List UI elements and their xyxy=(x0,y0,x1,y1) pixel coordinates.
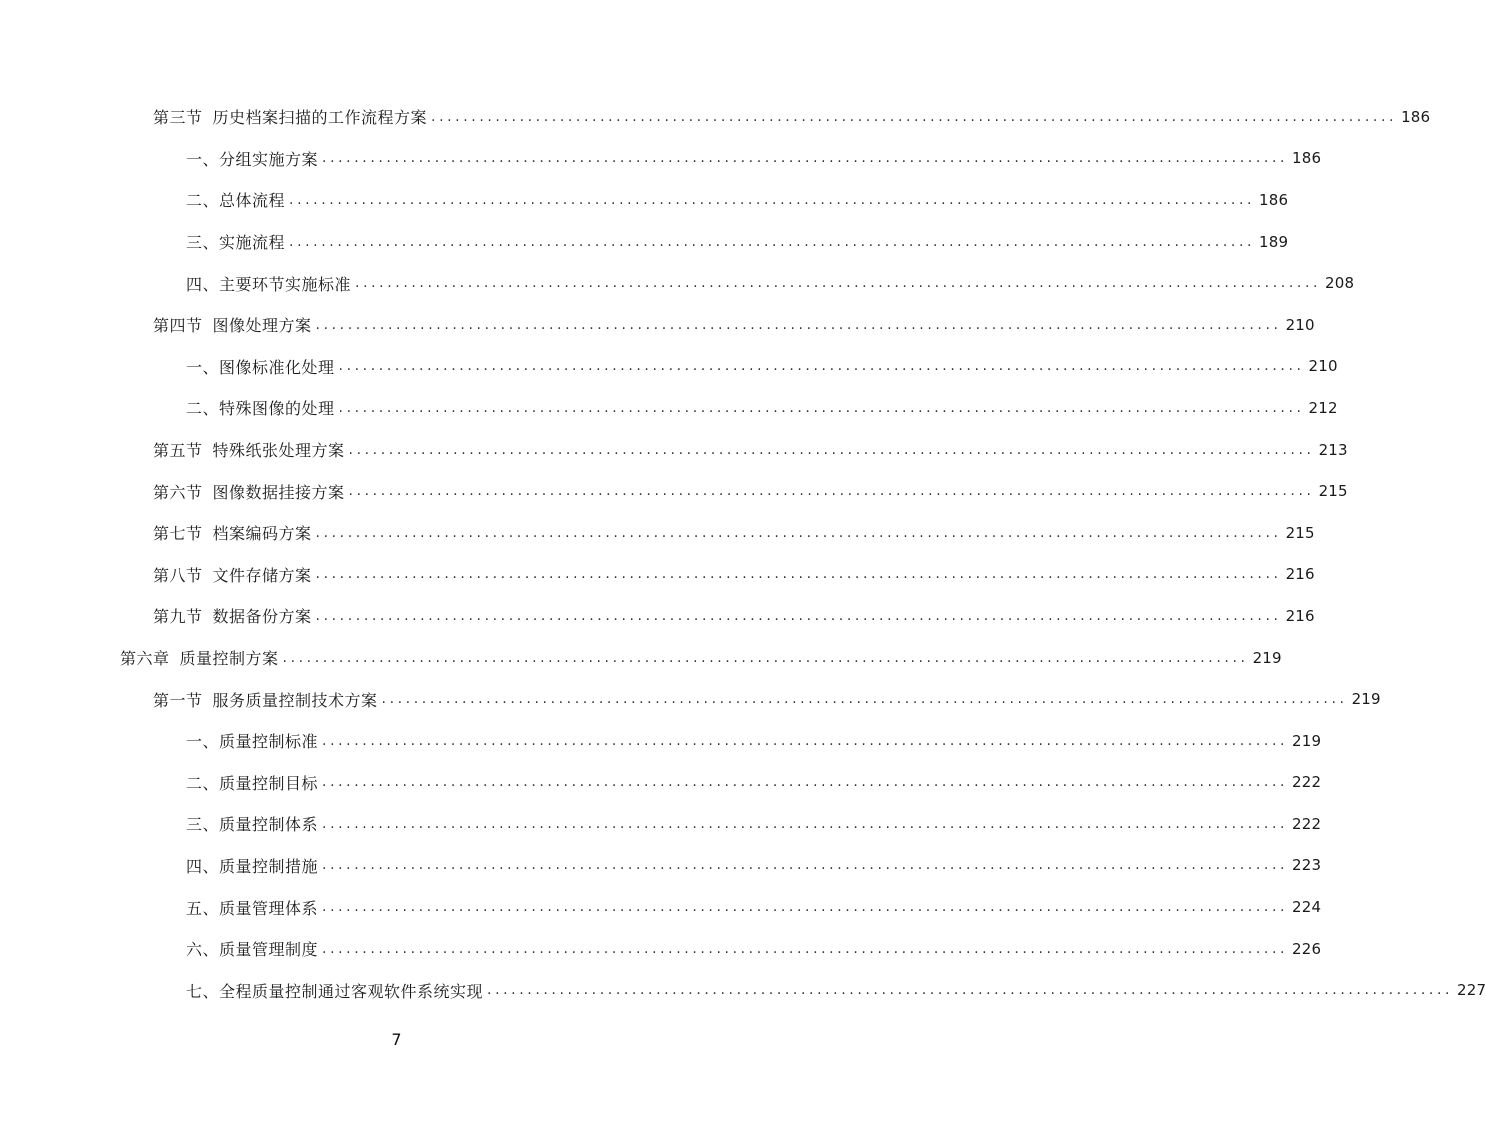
toc-entry[interactable] xyxy=(0,470,1348,512)
toc-entry-title: 二、总体流程 xyxy=(186,191,286,211)
toc-entry-page: 219 xyxy=(1292,731,1322,750)
toc-entry-prefix: 第三节 xyxy=(153,108,203,128)
toc-entry-label xyxy=(186,729,322,752)
dot-leader: ........................................................................................................................ xyxy=(315,524,1282,541)
toc-entry[interactable] xyxy=(0,595,1315,637)
toc-entry-label xyxy=(153,105,431,128)
dot-leader: ........................................................................................................................ xyxy=(322,150,1289,167)
toc-entry-title: 三、质量控制体系 xyxy=(186,815,319,835)
toc-entry[interactable] xyxy=(0,637,1282,679)
dot-leader: ........................................................................................................................ xyxy=(487,982,1454,999)
dot-leader: ........................................................................................................................ xyxy=(338,358,1305,375)
toc-entry-page: 222 xyxy=(1292,814,1322,833)
toc-entry-title: 七、全程质量控制通过客观软件系统实现 xyxy=(186,981,484,1001)
toc-entry-title: 图像处理方案 xyxy=(212,316,312,336)
toc-entry-title: 一、分组实施方案 xyxy=(186,149,319,169)
toc-entry-page: 215 xyxy=(1285,523,1315,542)
toc-entry-page: 224 xyxy=(1292,898,1322,917)
dot-leader: ........................................................................................................................ xyxy=(338,399,1305,416)
toc-entry-title: 文件存储方案 xyxy=(212,565,312,585)
toc-entry-label xyxy=(186,355,339,378)
toc-entry-title: 一、图像标准化处理 xyxy=(186,357,335,377)
toc-entry-label xyxy=(186,771,322,794)
toc-entry-label xyxy=(153,563,316,586)
toc-entry-label xyxy=(153,480,349,503)
toc-entry[interactable] xyxy=(0,262,1355,304)
toc-entry[interactable] xyxy=(0,762,1322,804)
toc-entry[interactable] xyxy=(0,886,1322,928)
dot-leader: ........................................................................................................................ xyxy=(315,316,1282,333)
dot-leader: ........................................................................................................................ xyxy=(289,233,1256,250)
toc-entry-page: 227 xyxy=(1457,981,1486,1000)
dot-leader: ........................................................................................................................ xyxy=(315,607,1282,624)
toc-entry-title: 三、实施流程 xyxy=(186,233,286,253)
toc-entry[interactable] xyxy=(0,346,1338,388)
toc-entry-label xyxy=(186,188,289,211)
toc-entry[interactable] xyxy=(0,429,1348,471)
dot-leader: ........................................................................................................................ xyxy=(282,649,1249,666)
toc-entry-title: 历史档案扫描的工作流程方案 xyxy=(212,108,428,128)
toc-entry-label xyxy=(186,230,289,253)
toc-entry[interactable] xyxy=(0,720,1322,762)
toc-entry-page: 208 xyxy=(1325,274,1355,293)
toc-entry-title: 六、质量管理制度 xyxy=(186,940,319,960)
toc-entry-title: 图像数据挂接方案 xyxy=(212,482,345,502)
toc-entry-title: 二、质量控制目标 xyxy=(186,773,319,793)
toc-entry-title: 四、质量控制措施 xyxy=(186,856,319,876)
toc-entry[interactable] xyxy=(0,221,1289,263)
toc-entry-prefix: 第四节 xyxy=(153,316,203,336)
toc-entry-title: 一、质量控制标准 xyxy=(186,732,319,752)
dot-leader: ........................................................................................................................ xyxy=(289,191,1256,208)
toc-entry-label xyxy=(186,812,322,835)
dot-leader: ........................................................................................................................ xyxy=(322,774,1289,791)
toc-entry-title: 数据备份方案 xyxy=(212,607,312,627)
toc-entry[interactable] xyxy=(0,138,1322,180)
toc-entry-label xyxy=(153,313,316,336)
toc-entry-label xyxy=(186,272,355,295)
toc-entry-label xyxy=(153,688,382,711)
toc-entry[interactable] xyxy=(0,928,1322,970)
dot-leader: ........................................................................................................................ xyxy=(322,940,1289,957)
dot-leader: ........................................................................................................................ xyxy=(355,275,1322,292)
toc-entry-label xyxy=(186,854,322,877)
dot-leader: ........................................................................................................................ xyxy=(348,441,1315,458)
toc-entry-title: 二、特殊图像的处理 xyxy=(186,399,335,419)
dot-leader: ........................................................................................................................ xyxy=(322,732,1289,749)
toc-entry-prefix: 第一节 xyxy=(153,690,203,710)
toc-entry[interactable] xyxy=(0,554,1315,596)
toc-entry-page: 186 xyxy=(1401,107,1431,126)
toc-entry-prefix: 第七节 xyxy=(153,524,203,544)
toc-entry-page: 212 xyxy=(1308,398,1338,417)
toc-entry-page: 219 xyxy=(1252,648,1282,667)
toc-entry-label xyxy=(186,896,322,919)
toc-entry-title: 四、主要环节实施标准 xyxy=(186,274,352,294)
dot-leader: ........................................................................................................................ xyxy=(322,857,1289,874)
dot-leader: ........................................................................................................................ xyxy=(322,899,1289,916)
toc-entry-prefix: 第九节 xyxy=(153,607,203,627)
toc-entry-page: 216 xyxy=(1285,606,1315,625)
toc-entry-page: 222 xyxy=(1292,773,1322,792)
toc-entry-title: 特殊纸张处理方案 xyxy=(212,441,345,461)
toc-entry[interactable] xyxy=(0,96,1431,138)
toc-entry[interactable] xyxy=(0,512,1315,554)
toc-entry-page: 210 xyxy=(1285,315,1315,334)
toc-entry-label xyxy=(186,979,487,1002)
toc-entry-page: 213 xyxy=(1318,440,1348,459)
dot-leader: ........................................................................................................................ xyxy=(381,691,1348,708)
toc-entry-page: 219 xyxy=(1351,690,1381,709)
toc-entry[interactable] xyxy=(0,969,1486,1011)
page-number: 7 xyxy=(391,1030,402,1049)
toc-entry[interactable] xyxy=(0,304,1315,346)
dot-leader: ........................................................................................................................ xyxy=(348,483,1315,500)
toc-entry-prefix: 第八节 xyxy=(153,565,203,585)
dot-leader: ........................................................................................................................ xyxy=(322,815,1289,832)
toc-entry-prefix: 第五节 xyxy=(153,441,203,461)
toc-entry-label xyxy=(186,396,339,419)
toc-entry-page: 226 xyxy=(1292,939,1322,958)
toc-entry[interactable] xyxy=(0,803,1322,845)
dot-leader: ........................................................................................................................ xyxy=(431,108,1398,125)
toc-entry-page: 223 xyxy=(1292,856,1322,875)
toc-entry[interactable] xyxy=(0,845,1322,887)
toc-entry-title: 服务质量控制技术方案 xyxy=(212,690,378,710)
toc-entry-title: 档案编码方案 xyxy=(212,524,312,544)
toc-entry-page: 216 xyxy=(1285,565,1315,584)
toc-entry-page: 186 xyxy=(1259,190,1289,209)
dot-leader: ........................................................................................................................ xyxy=(315,566,1282,583)
toc-entry[interactable] xyxy=(0,387,1338,429)
toc-entry-label xyxy=(186,147,322,170)
toc-entry-page: 215 xyxy=(1318,482,1348,501)
table-of-contents xyxy=(0,96,1486,1011)
toc-entry-label xyxy=(153,521,316,544)
toc-entry-page: 210 xyxy=(1308,357,1338,376)
toc-entry-label xyxy=(153,604,316,627)
toc-entry-prefix: 第六节 xyxy=(153,482,203,502)
toc-entry-page: 189 xyxy=(1259,232,1289,251)
toc-entry-label xyxy=(120,646,283,669)
toc-entry-label xyxy=(153,438,349,461)
toc-entry-label xyxy=(186,937,322,960)
toc-entry[interactable] xyxy=(0,678,1381,720)
toc-entry-page: 186 xyxy=(1292,149,1322,168)
toc-entry[interactable] xyxy=(0,179,1289,221)
toc-entry-title: 质量控制方案 xyxy=(179,649,279,669)
toc-entry-prefix: 第六章 xyxy=(120,649,170,669)
toc-entry-title: 五、质量管理体系 xyxy=(186,898,319,918)
